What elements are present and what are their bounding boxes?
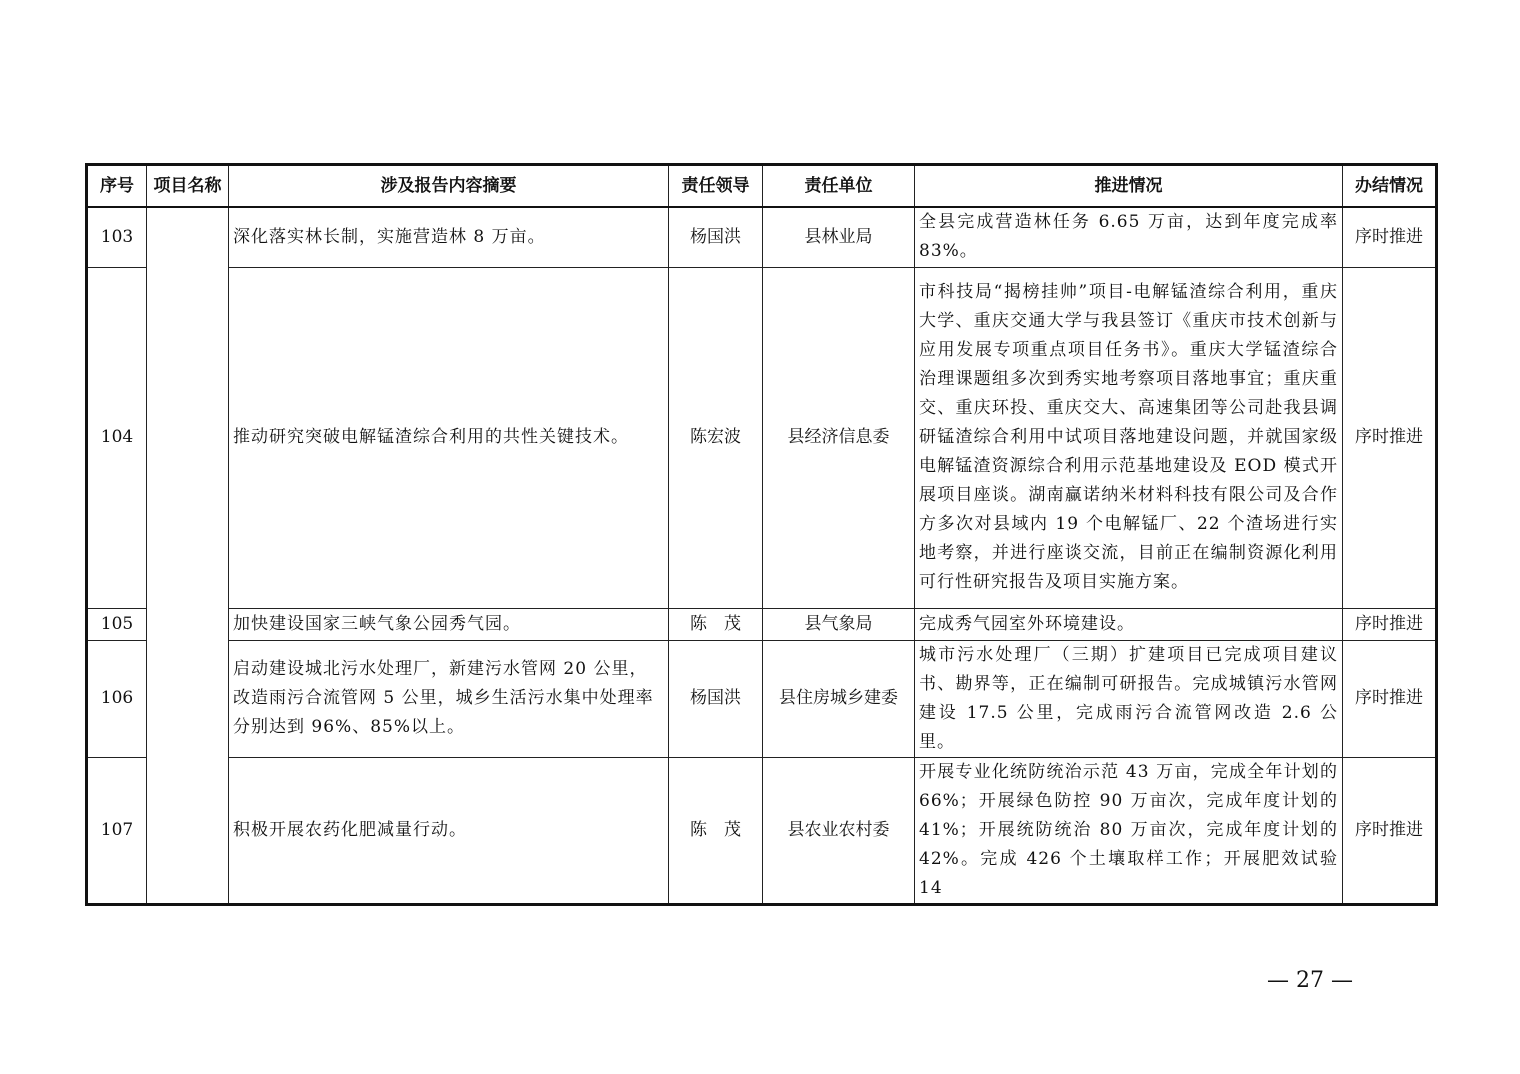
row-status: 序时推进 bbox=[1343, 207, 1437, 267]
row-no: 103 bbox=[87, 207, 147, 267]
row-unit: 县经济信息委 bbox=[763, 267, 915, 608]
page-number: — 27 — bbox=[1267, 968, 1353, 993]
table-row bbox=[87, 608, 1437, 640]
row-summary: 加快建设国家三峡气象公园秀气园。 bbox=[229, 608, 669, 640]
report-table bbox=[85, 163, 1438, 906]
row-status: 序时推进 bbox=[1343, 267, 1437, 608]
header-status: 办结情况 bbox=[1343, 165, 1437, 208]
row-status: 序时推进 bbox=[1343, 757, 1437, 904]
header-leader: 责任领导 bbox=[669, 165, 763, 208]
row-summary: 积极开展农药化肥减量行动。 bbox=[229, 757, 669, 904]
row-status: 序时推进 bbox=[1343, 640, 1437, 757]
row-no: 106 bbox=[87, 640, 147, 757]
row-leader: 杨国洪 bbox=[669, 640, 763, 757]
row-progress: 城市污水处理厂（三期）扩建项目已完成项目建议书、勘界等，正在编制可研报告。完成城镇污水管网建设 17.5 公里，完成雨污合流管网改造 2.6 公里。 bbox=[915, 640, 1343, 757]
header-unit: 责任单位 bbox=[763, 165, 915, 208]
row-summary: 启动建设城北污水处理厂，新建污水管网 20 公里，改造雨污合流管网 5 公里，城乡生活污水集中处理率分别达到 96%、85%以上。 bbox=[229, 640, 669, 757]
row-no: 107 bbox=[87, 757, 147, 904]
header-no: 序号 bbox=[87, 165, 147, 208]
header-row bbox=[87, 165, 1437, 208]
row-unit: 县气象局 bbox=[763, 608, 915, 640]
row-unit: 县农业农村委 bbox=[763, 757, 915, 904]
row-leader: 陈 茂 bbox=[669, 757, 763, 904]
row-no: 104 bbox=[87, 267, 147, 608]
row-status: 序时推进 bbox=[1343, 608, 1437, 640]
row-unit: 县住房城乡建委 bbox=[763, 640, 915, 757]
project-name-cell bbox=[147, 207, 229, 904]
row-progress: 开展专业化统防统治示范 43 万亩，完成全年计划的 66%；开展绿色防控 90 万亩次，完成年度计划的 41%；开展统防统治 80 万亩次，完成年度计划的 42%。完成 426 个土壤取样工作；开展肥效试验 14 bbox=[915, 757, 1343, 904]
row-leader: 杨国洪 bbox=[669, 207, 763, 267]
row-no: 105 bbox=[87, 608, 147, 640]
row-progress: 完成秀气园室外环境建设。 bbox=[915, 608, 1343, 640]
header-progress: 推进情况 bbox=[915, 165, 1343, 208]
table-row bbox=[87, 640, 1437, 757]
row-summary: 深化落实林长制，实施营造林 8 万亩。 bbox=[229, 207, 669, 267]
row-leader: 陈 茂 bbox=[669, 608, 763, 640]
table-row bbox=[87, 757, 1437, 904]
row-summary: 推动研究突破电解锰渣综合利用的共性关键技术。 bbox=[229, 267, 669, 608]
row-progress: 市科技局“揭榜挂帅”项目-电解锰渣综合利用，重庆大学、重庆交通大学与我县签订《重庆市技术创新与应用发展专项重点项目任务书》。重庆大学锰渣综合治理课题组多次到秀实地考察项目落地事宜；重庆重交、重庆环投、重庆交大、高速集团等公司赴我县调研锰渣综合利用中试项目落地建设问题，并就国家级电解锰渣资源综合利用示范基地建设及 EOD 模式开展项目座谈。湖南赢诺纳米材料科技有限公司及合作方多次对县域内 19 个电解锰厂、22 个渣场进行实地考察，并进行座谈交流，目前正在编制资源化利用可行性研究报告及项目实施方案。 bbox=[915, 267, 1343, 608]
row-unit: 县林业局 bbox=[763, 207, 915, 267]
row-leader: 陈宏波 bbox=[669, 267, 763, 608]
header-project-name: 项目名称 bbox=[147, 165, 229, 208]
table-row bbox=[87, 207, 1437, 267]
table-row bbox=[87, 267, 1437, 608]
row-progress: 全县完成营造林任务 6.65 万亩，达到年度完成率 83%。 bbox=[915, 207, 1343, 267]
header-summary: 涉及报告内容摘要 bbox=[229, 165, 669, 208]
